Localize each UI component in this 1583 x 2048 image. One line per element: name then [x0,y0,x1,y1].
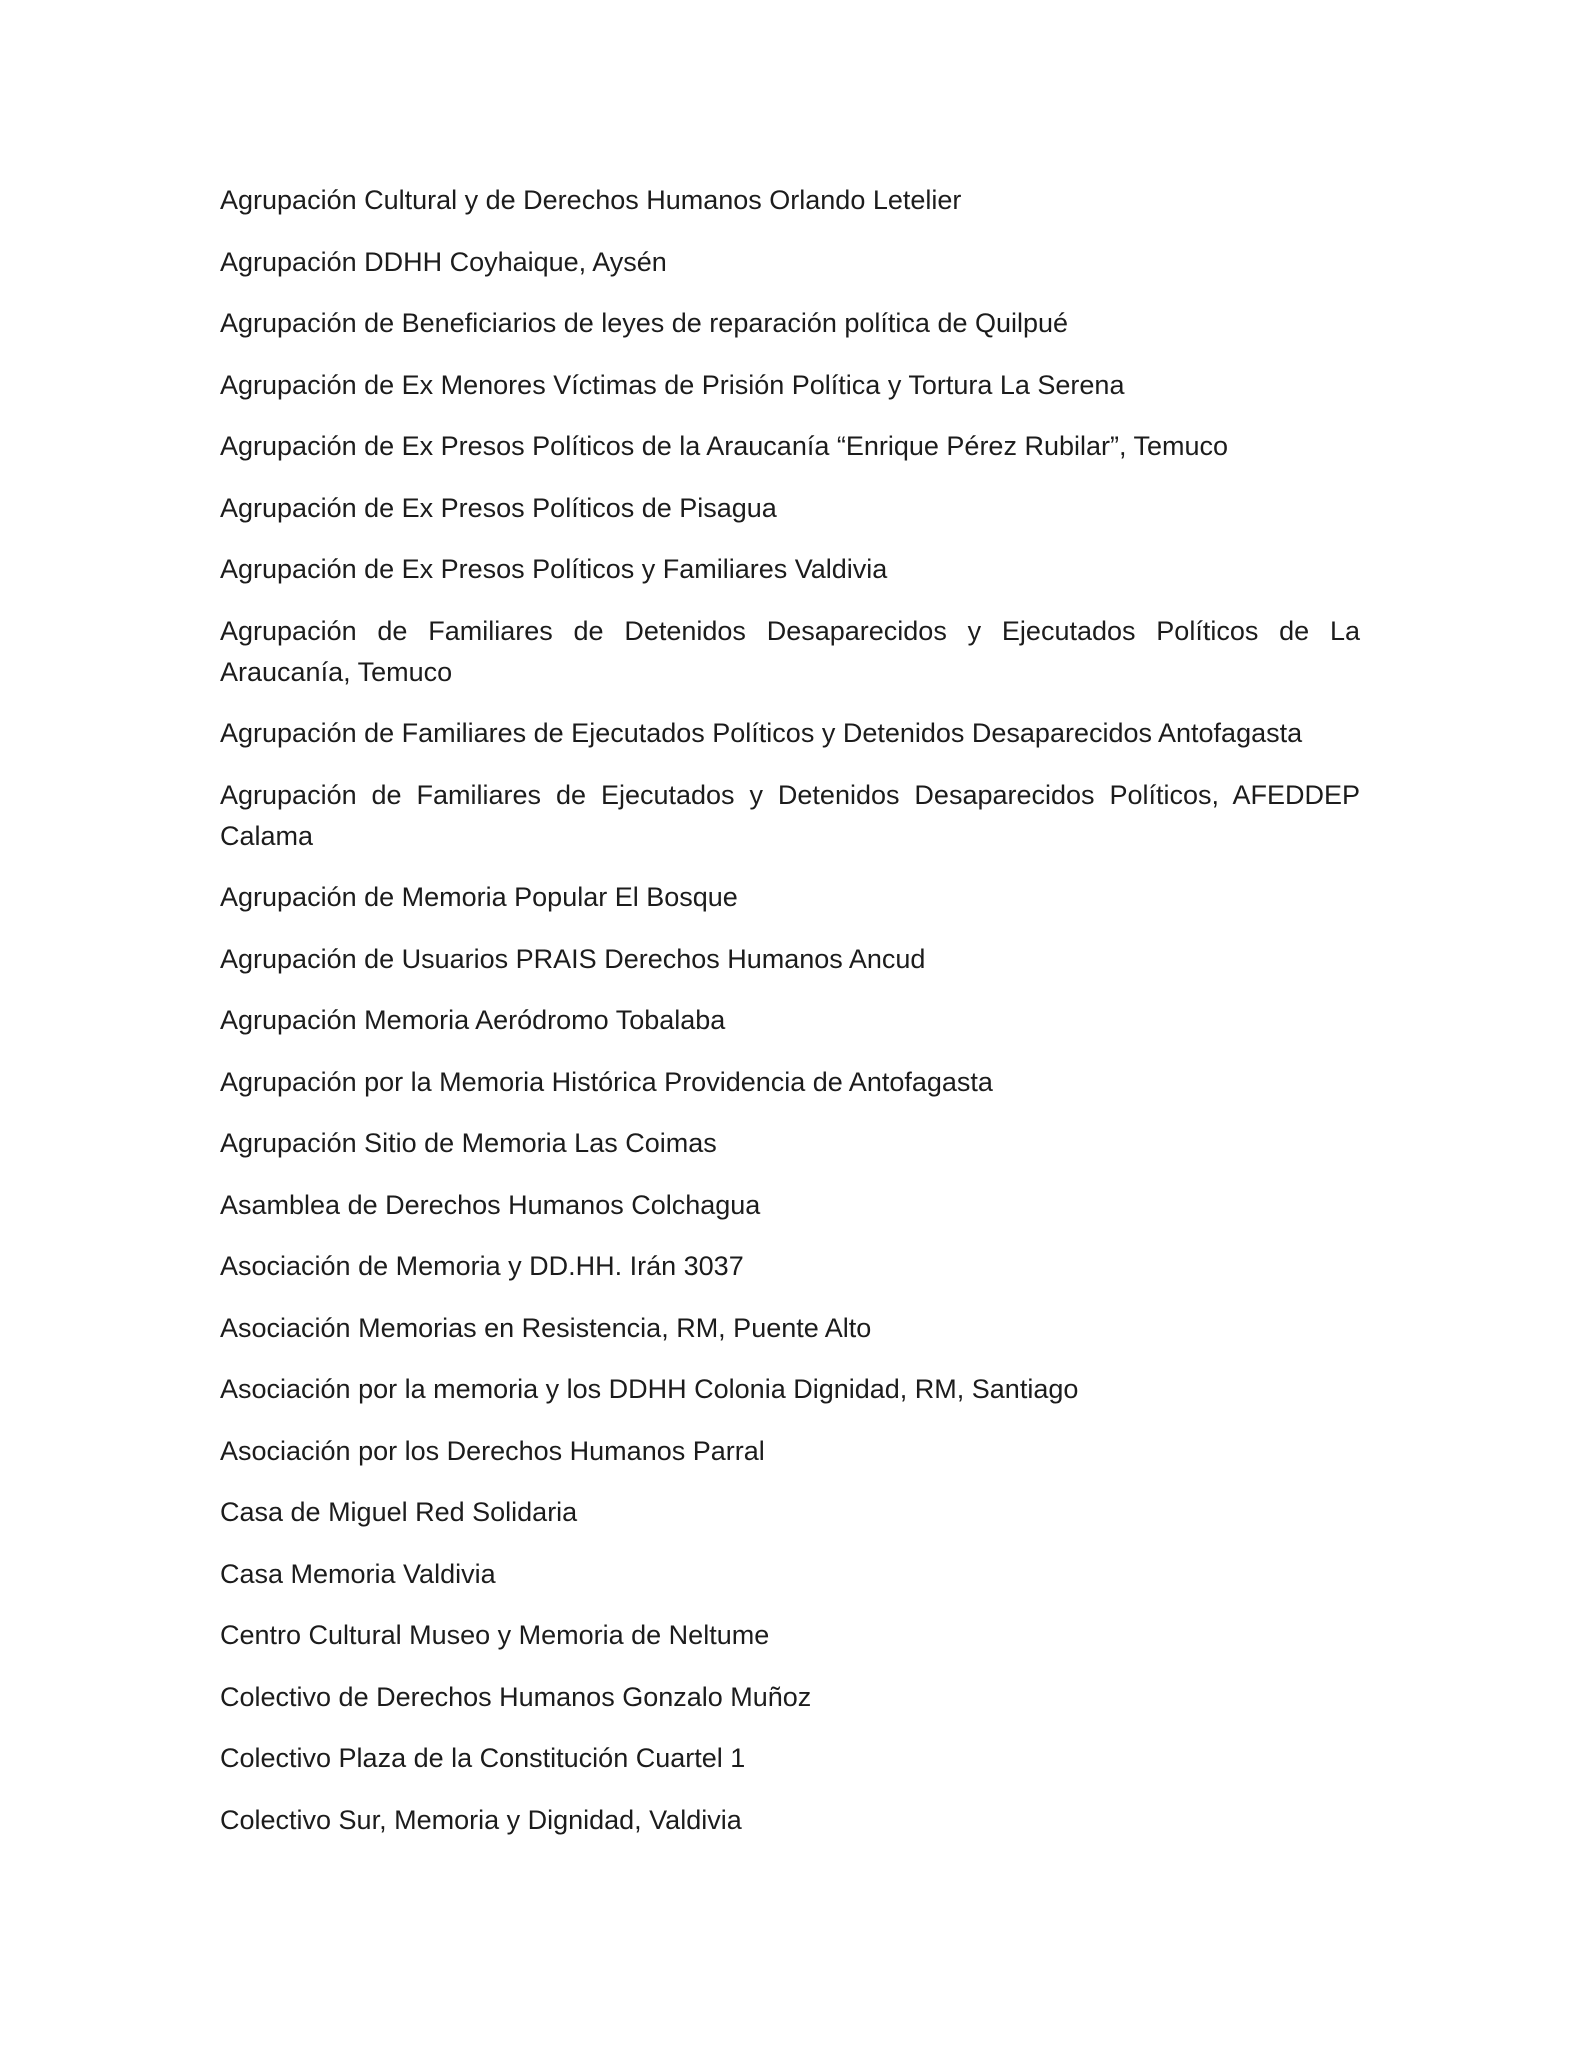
list-item: Agrupación Cultural y de Derechos Humanos Orlando Letelier [220,185,962,215]
list-item: Asociación por los Derechos Humanos Parral [220,1435,765,1466]
list-item: Agrupación de Familiares de Ejecutados Políticos y Detenidos Desaparecidos Antofagasta [220,718,1303,748]
list-item: Agrupación de Ex Menores Víctimas de Prisión Política y Tortura La Serena [220,369,1125,400]
list-item: Asociación de Memoria y DD.HH. Irán 3037 [220,1251,744,1281]
list-item: Agrupación por la Memoria Histórica Providencia de Antofagasta [220,1066,993,1097]
list-item: Agrupación de Usuarios PRAIS Derechos Humanos Ancud [220,943,926,974]
list-item: Casa Memoria Valdivia [220,1558,496,1589]
list-item: Asociación Memorias en Resistencia, RM, Puente Alto [220,1312,872,1343]
list-item: Casa de Miguel Red Solidaria [220,1497,578,1527]
list-item: Agrupación de Ex Presos Políticos de la Araucanía “Enrique Pérez Rubilar”, Temuco [220,431,1229,461]
list-item: Agrupación de Familiares de Ejecutados y Detenidos Desaparecidos Políticos, AFEDDEP Calama [220,779,1360,851]
list-item: Centro Cultural Museo y Memoria de Neltume [220,1620,770,1650]
list-item: Asamblea de Derechos Humanos Colchagua [220,1189,761,1220]
list-item: Agrupación de Memoria Popular El Bosque [220,882,738,912]
list-item: Asociación por la memoria y los DDHH Colonia Dignidad, RM, Santiago [220,1374,1079,1404]
list-item: Agrupación Sitio de Memoria Las Coimas [220,1128,717,1158]
list-item: Agrupación DDHH Coyhaique, Aysén [220,246,667,277]
list-item: Agrupación de Ex Presos Políticos y Familiares Valdivia [220,554,888,584]
list-item: Colectivo de Derechos Humanos Gonzalo Muñoz [220,1681,812,1712]
organization-list [220,180,1360,1861]
list-item: Colectivo Sur, Memoria y Dignidad, Valdivia [220,1804,742,1835]
list-item: Agrupación Memoria Aeródromo Tobalaba [220,1005,726,1035]
list-item: Agrupación de Ex Presos Políticos de Pisagua [220,492,777,523]
list-item: Agrupación de Beneficiarios de leyes de reparación política de Quilpué [220,308,1069,338]
list-item: Colectivo Plaza de la Constitución Cuartel 1 [220,1743,746,1773]
list-item: Agrupación de Familiares de Detenidos Desaparecidos y Ejecutados Políticos de La Araucanía, Temuco [220,615,1360,687]
